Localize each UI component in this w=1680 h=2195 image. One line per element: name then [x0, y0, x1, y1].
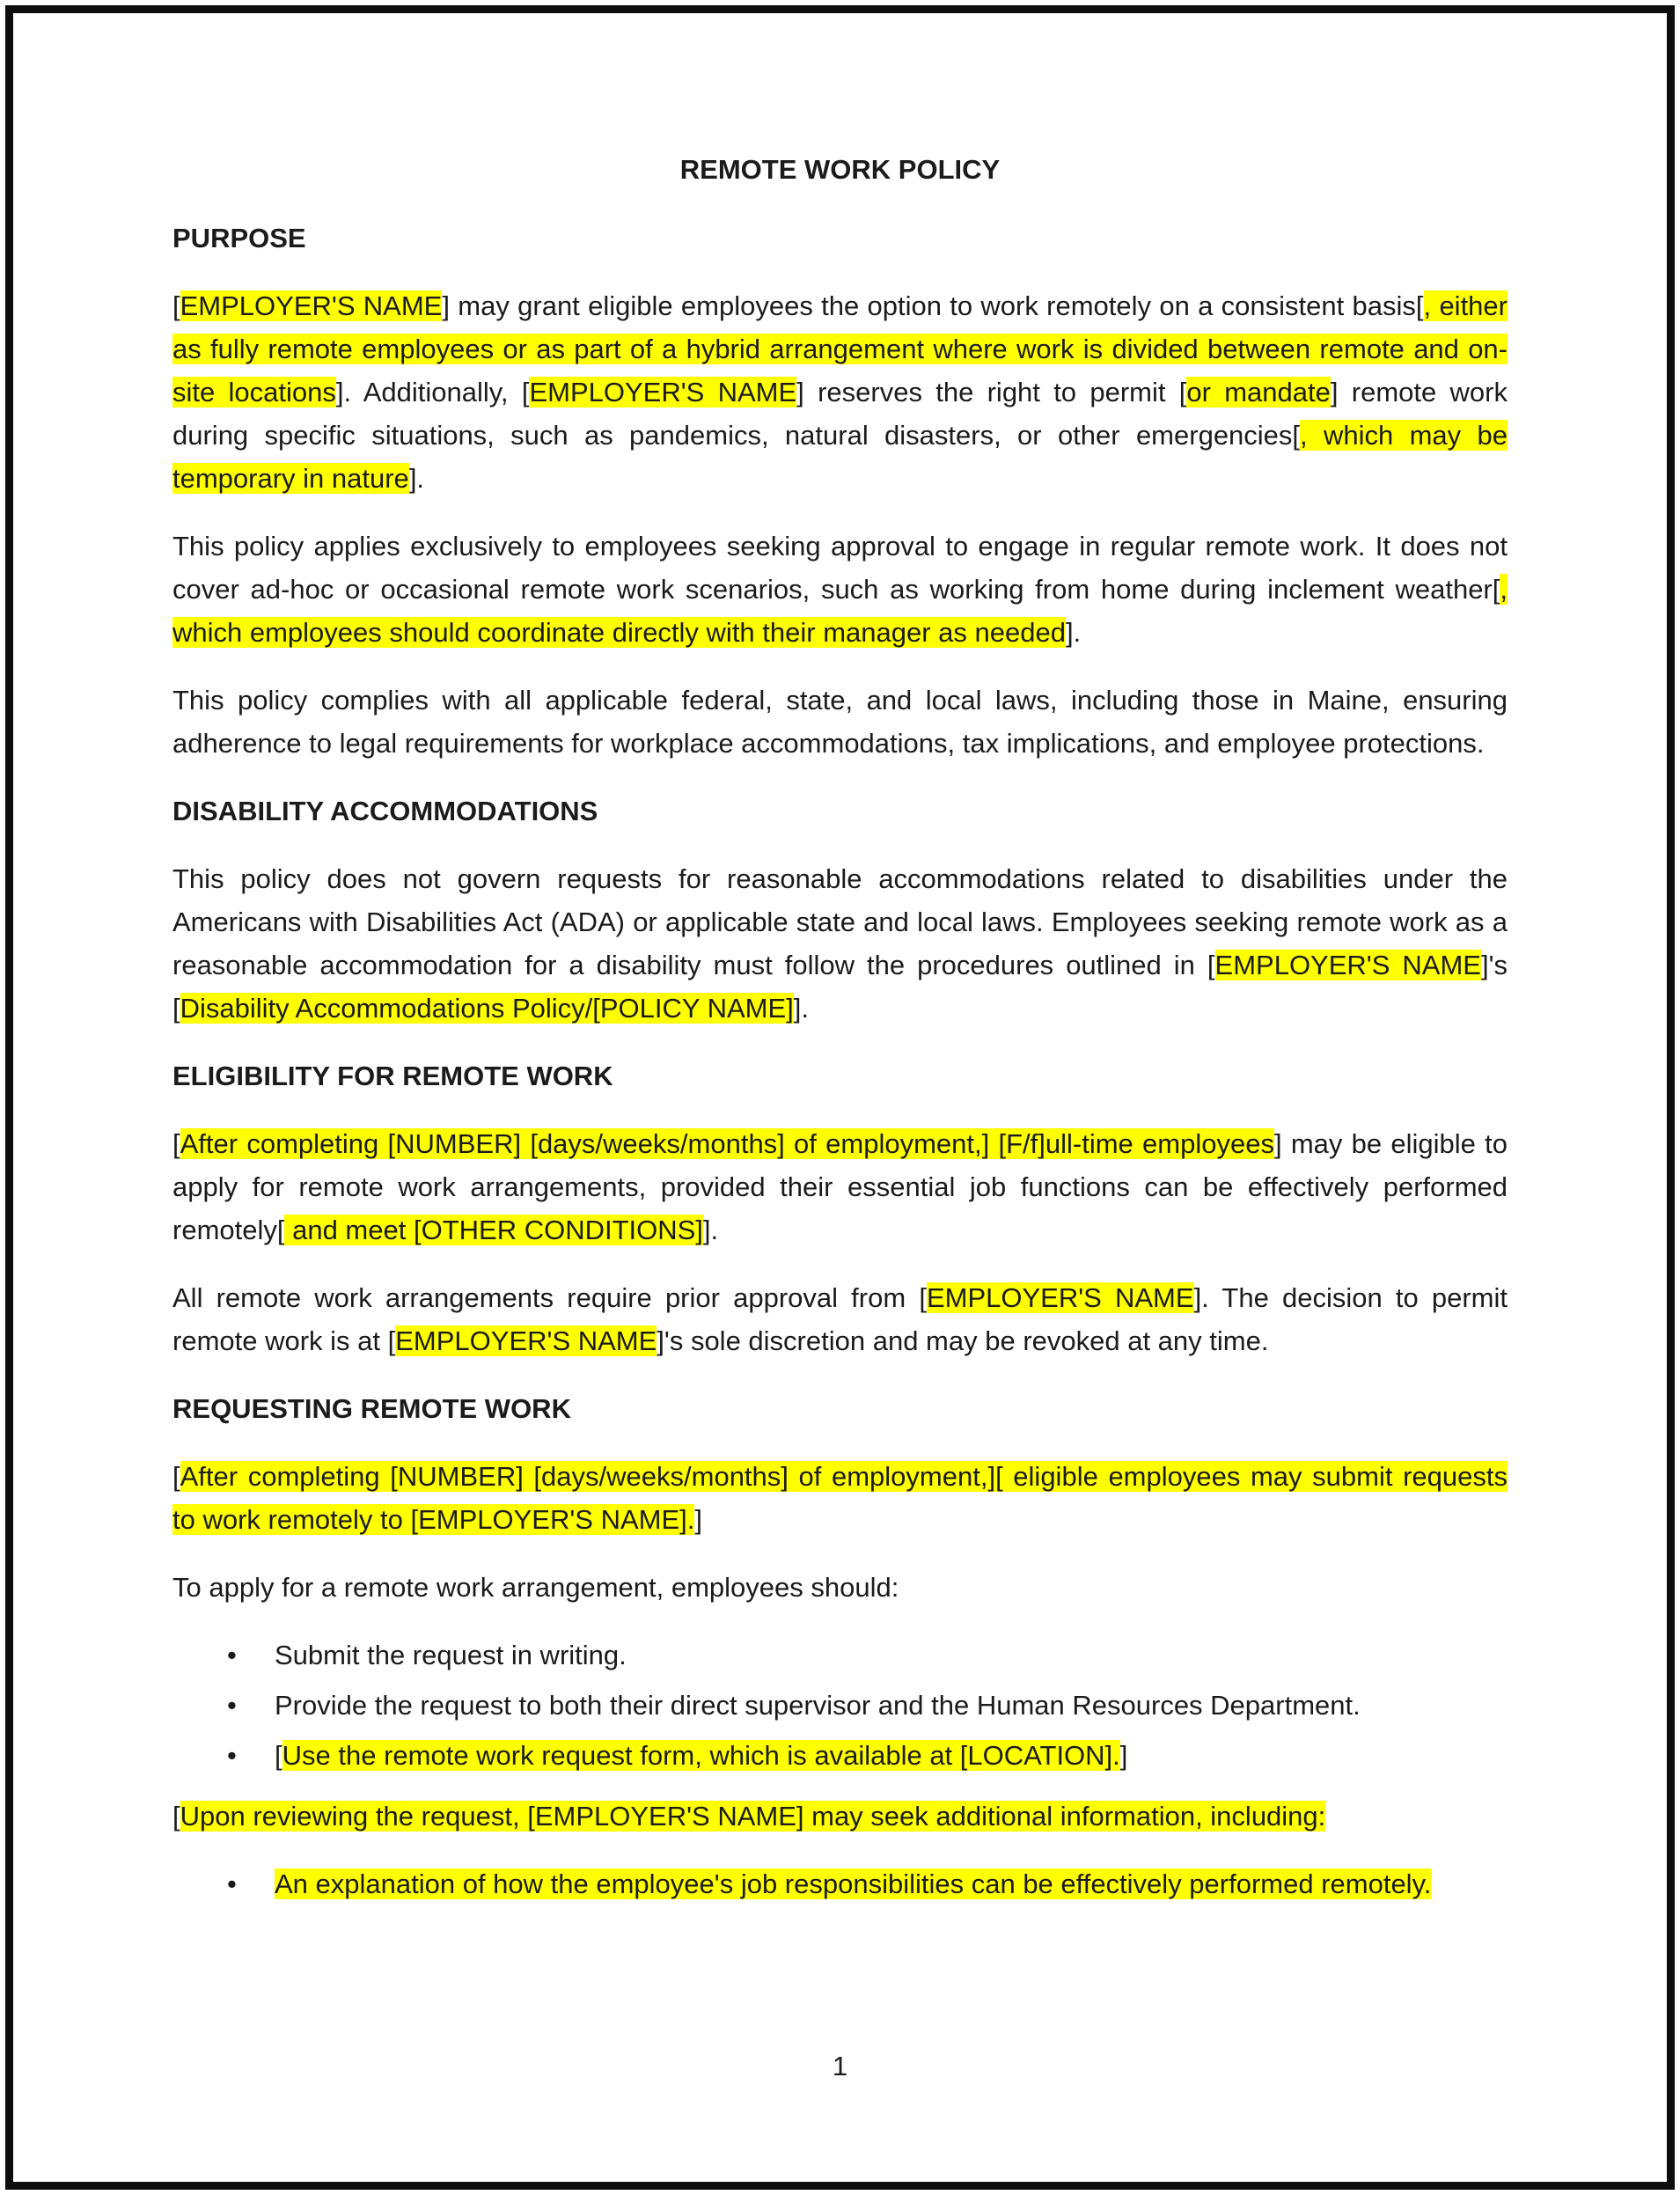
highlighted-text: EMPLOYER'S NAME — [926, 1282, 1194, 1313]
text-run: [ — [172, 290, 180, 321]
bullet-icon: • — [227, 1868, 237, 1899]
bullet-item — [172, 1862, 1508, 1905]
paragraph — [172, 679, 1508, 765]
document-title: REMOTE WORK POLICY — [679, 154, 1001, 185]
highlighted-text: , which may be temporary in nature — [172, 420, 1508, 494]
bullet-text — [275, 1633, 1508, 1677]
text-run: ]. — [702, 1215, 719, 1245]
bullet-icon: • — [227, 1690, 237, 1721]
text-run: Submit the request in writing. — [275, 1640, 627, 1670]
highlighted-text: An explanation of how the employee's job responsibilities can be effectively performed remotely. — [275, 1868, 1432, 1899]
page-number: 1 — [832, 2051, 848, 2081]
text-run: ]. — [793, 993, 810, 1024]
section-heading: REQUESTING REMOTE WORK — [172, 1393, 571, 1424]
highlighted-text: or mandate — [1186, 377, 1331, 407]
text-run: All remote work arrangements require prior approval from [ — [172, 1282, 927, 1313]
paragraph — [172, 1455, 1508, 1541]
text-run: ]'s sole discretion and may be revoked at any time. — [657, 1325, 1269, 1356]
highlighted-text: Disability Accommodations Policy/[POLICY NAME] — [180, 993, 794, 1024]
text-run: ]'s [ — [172, 950, 1508, 1024]
text-run: ] reserves the right to permit [ — [796, 377, 1187, 407]
text-run: This policy complies with all applicable federal, state, and local laws, including those in Maine, ensuring adherence to legal requirements for workplace accommodations, tax implications, and employee protections. — [172, 685, 1508, 759]
section-heading: DISABILITY ACCOMMODATIONS — [172, 796, 598, 826]
highlighted-text: After completing [NUMBER] [days/weeks/months] of employment,] [F/f]ull-time employees — [180, 1128, 1274, 1159]
section-heading: PURPOSE — [172, 223, 306, 253]
text-run: [ — [275, 1740, 282, 1771]
highlighted-text: EMPLOYER'S NAME — [395, 1325, 657, 1356]
highlighted-text: Use the remote work request form, which is available at [LOCATION]. — [282, 1740, 1120, 1771]
paragraph — [172, 1276, 1508, 1362]
bullet-item — [172, 1633, 1508, 1677]
highlighted-text: , either as fully remote employees or as part of a hybrid arrangement where work is divided between remote and on-site locations — [172, 290, 1508, 407]
text-run: ] — [694, 1504, 702, 1535]
text-run: ]. — [408, 463, 425, 494]
text-run: ] — [1119, 1740, 1128, 1771]
highlighted-text: Upon reviewing the request, [EMPLOYER'S NAME] may seek additional information, including: — [180, 1801, 1326, 1832]
text-run: This policy applies exclusively to employees seeking approval to engage in regular remote work. It does not cover ad-hoc or occasional remote work scenarios, such as working from home during inclement weather[ — [172, 531, 1508, 605]
text-run: ] remote work during specific situations, such as pandemics, natural disasters, or other emergencies[ — [172, 377, 1508, 451]
section-heading: ELIGIBILITY FOR REMOTE WORK — [172, 1061, 613, 1091]
text-run: ]. — [1065, 617, 1082, 648]
paragraph — [172, 1566, 1508, 1609]
text-run: [ — [172, 1801, 180, 1832]
bullet-icon: • — [227, 1740, 237, 1771]
document-body — [172, 217, 1508, 1905]
text-run: ] may grant eligible employees the option to work remotely on a consistent basis[ — [442, 290, 1424, 321]
highlighted-text: , which employees should coordinate directly with their manager as needed — [172, 574, 1508, 648]
bullet-icon: • — [227, 1640, 237, 1670]
paragraph — [172, 857, 1508, 1030]
paragraph — [172, 525, 1508, 654]
highlighted-text: EMPLOYER'S NAME — [180, 290, 443, 321]
bullet-item — [172, 1734, 1508, 1777]
bullet-text — [275, 1734, 1508, 1777]
paragraph — [172, 1795, 1508, 1838]
bullet-text — [275, 1862, 1508, 1905]
text-run: ]. Additionally, [ — [335, 377, 530, 407]
text-run: ]. The decision to permit remote work is at [ — [172, 1282, 1508, 1356]
bullet-text — [275, 1684, 1508, 1727]
highlighted-text: and meet [OTHER CONDITIONS] — [284, 1215, 703, 1245]
text-run: [ — [172, 1128, 180, 1159]
paragraph — [172, 284, 1508, 500]
text-run: [ — [172, 1461, 180, 1492]
bullet-item — [172, 1684, 1508, 1727]
text-run: To apply for a remote work arrangement, employees should: — [172, 1572, 899, 1603]
highlighted-text: EMPLOYER'S NAME — [1214, 950, 1481, 980]
text-run: Provide the request to both their direct supervisor and the Human Resources Department. — [275, 1690, 1361, 1721]
bullet-list — [172, 1862, 1508, 1905]
highlighted-text: EMPLOYER'S NAME — [529, 377, 797, 407]
text-run: This policy does not govern requests for reasonable accommodations related to disabilities under the Americans with Disabilities Act (ADA) or applicable state and local laws. Employees seeking remote work as a reasonable accommodation for a disability must follow the procedures outlined in [ — [172, 863, 1508, 980]
text-run: ] may be eligible to apply for remote work arrangements, provided their essential job functions can be effectively performed remotely[ — [172, 1128, 1508, 1245]
highlighted-text: After completing [NUMBER] [days/weeks/months] of employment,][ eligible employees may submit requests to work remotely to [EMPLOYER'S NAME]. — [172, 1461, 1508, 1535]
bullet-list — [172, 1633, 1508, 1777]
paragraph — [172, 1122, 1508, 1252]
